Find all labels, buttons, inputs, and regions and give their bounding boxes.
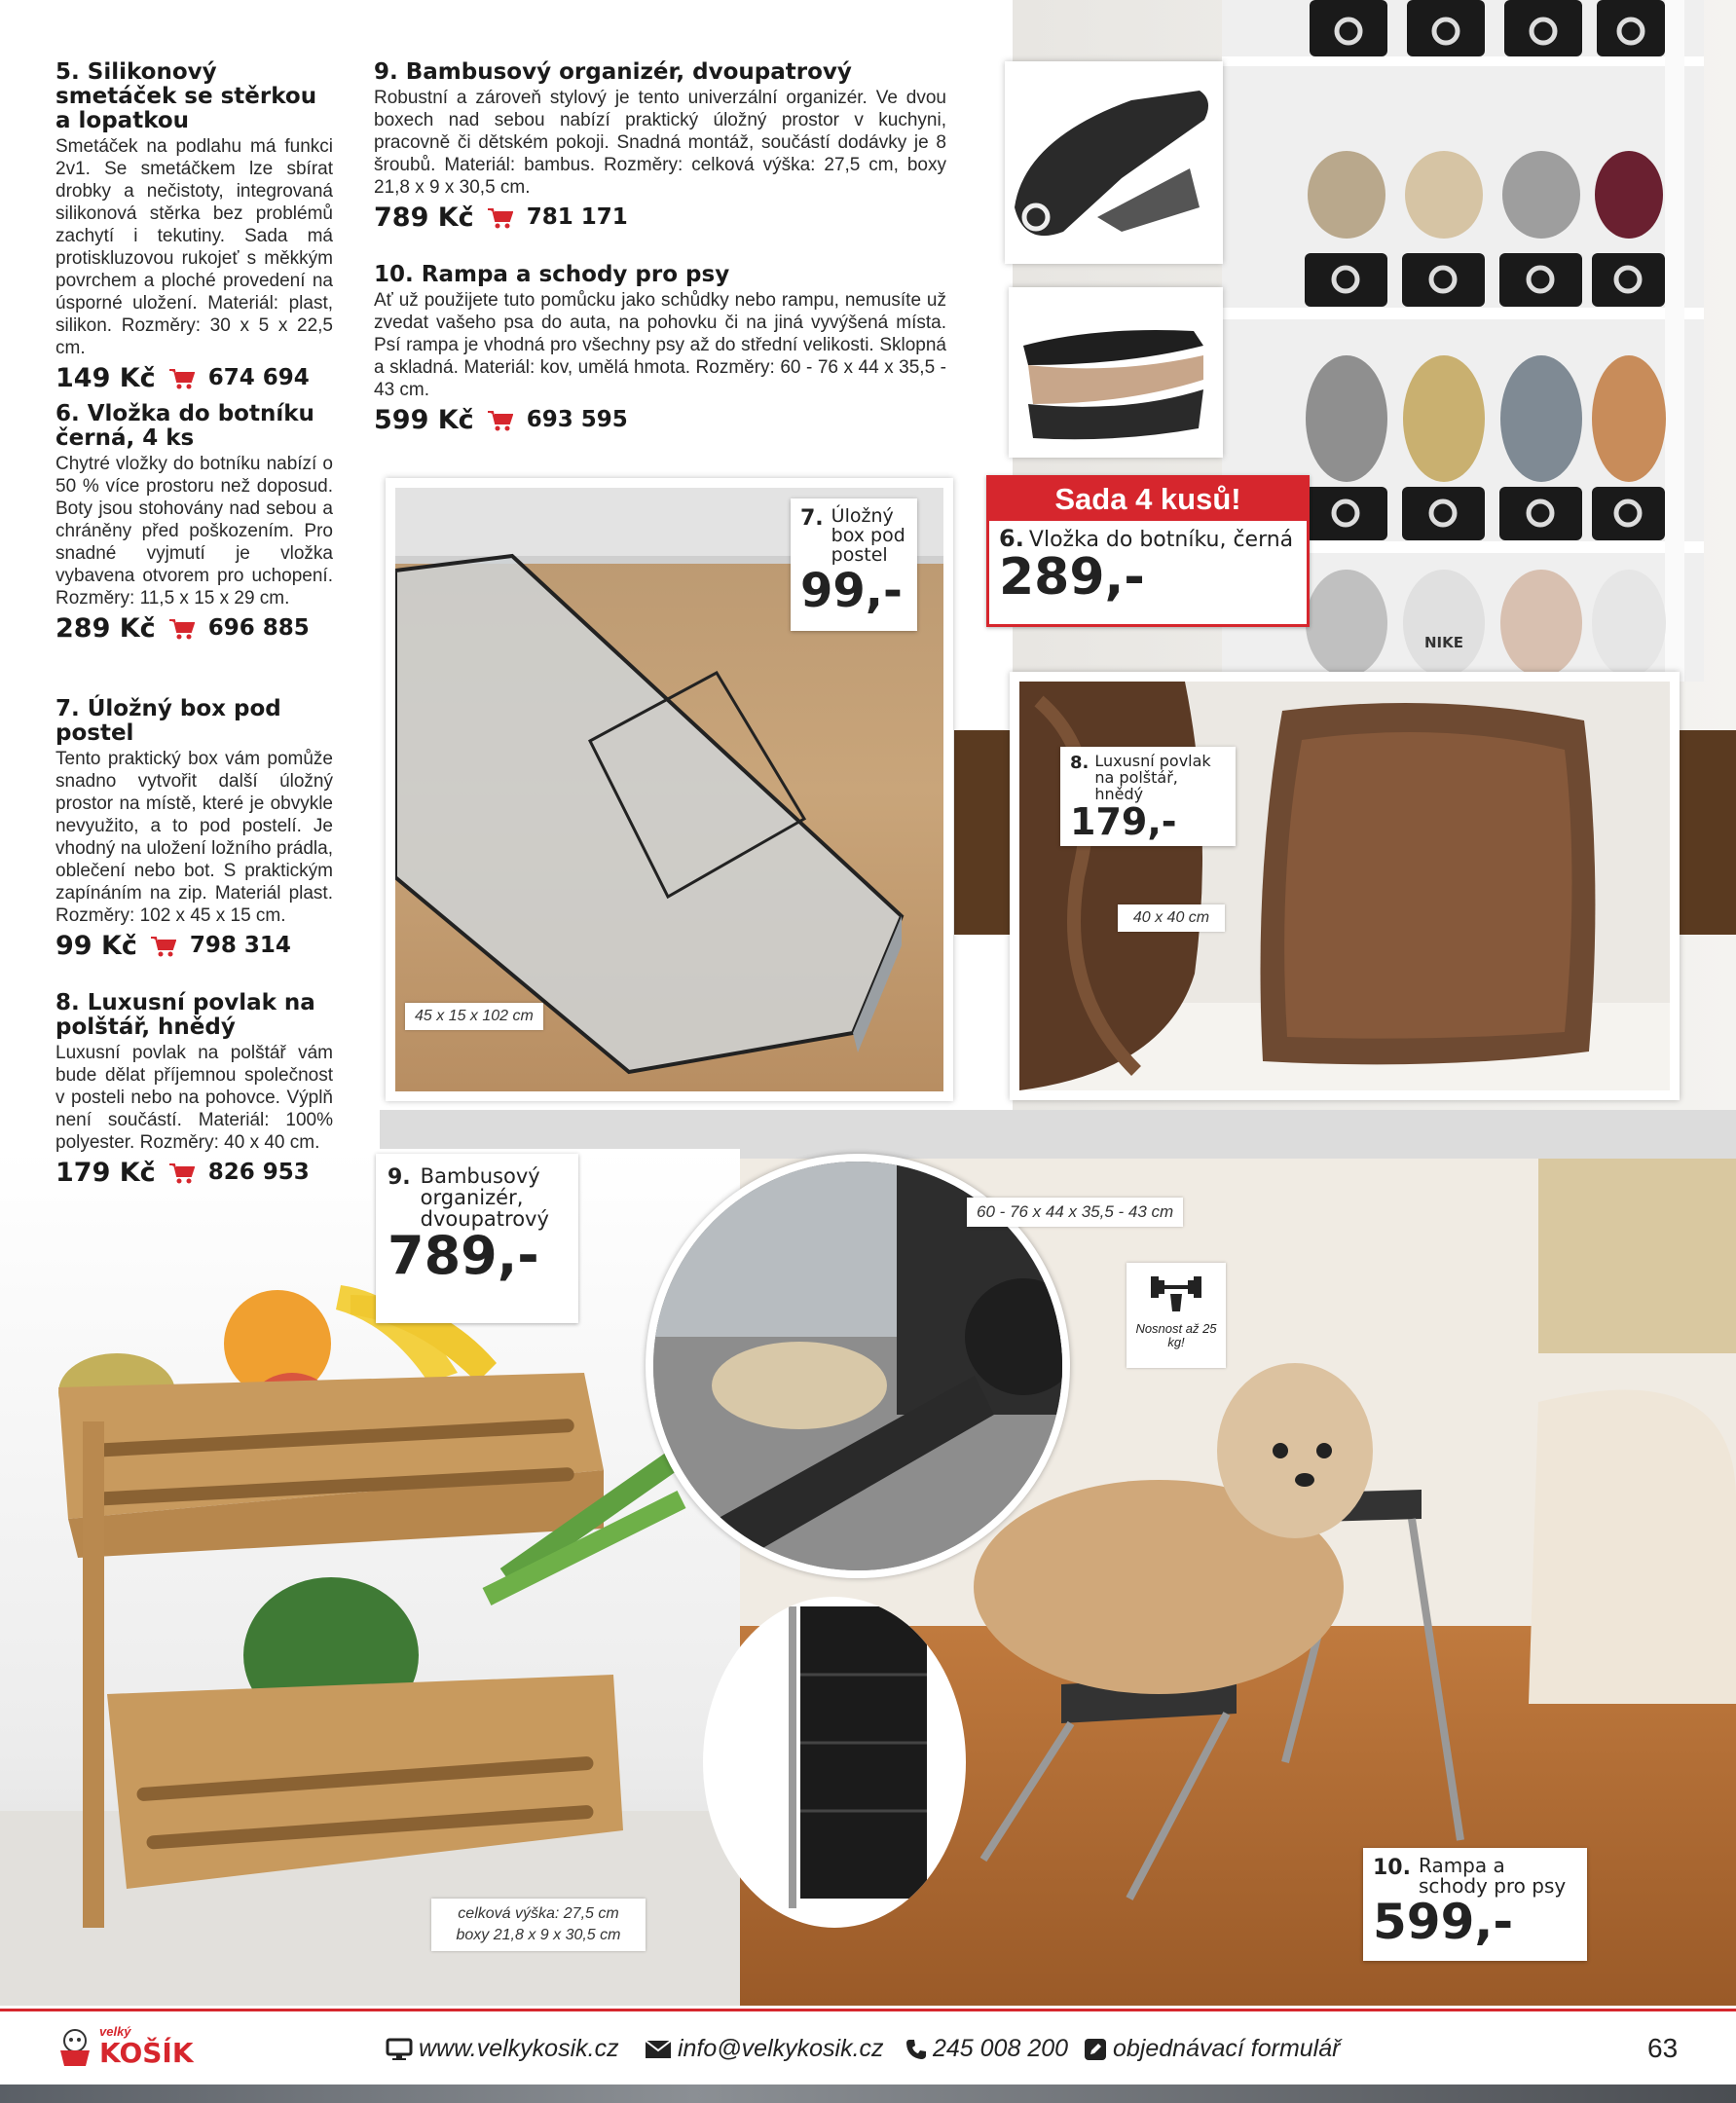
capacity-text: Nosnost až 25 kg! [1135,1321,1217,1349]
shoe-price-tag [986,475,1310,627]
page-number: 63 [1647,2033,1679,2063]
edit-form-icon [1084,2038,1107,2061]
organizer-dim-label [431,1899,646,1951]
footer-email[interactable] [645,2035,884,2063]
product-8 [55,990,333,1188]
pillow-tag-price: 179,- [1070,800,1177,843]
cart-icon [488,410,513,431]
product-7-title: Úložný box pod postel [55,696,281,746]
bottom-strip [0,2085,1736,2103]
product-6-code: 696 885 [207,615,310,641]
basket-mascot-icon [55,2027,95,2068]
pillow-dim-label: 40 x 40 cm [1118,904,1225,932]
product-10 [374,262,946,435]
pillow-photo [1010,672,1680,1100]
folded-ramp-circle [703,1597,966,1928]
cart-icon [151,936,176,957]
footer-form[interactable] [1084,2035,1340,2063]
product-7-price: 99 Kč [55,931,137,961]
shoe-insert-photo-2 [1009,287,1223,458]
footer-form-text: objednávací formulář [1113,2035,1341,2062]
pillow-tag-name: Luxusní povlak na polštář, hnědý [1094,752,1211,803]
organizer-tag-price: 789,- [388,1225,539,1286]
organizer-tag-name: Bambusový organizér, dvoupatrový [420,1164,549,1231]
pillow-price-tag [1060,747,1236,846]
sneaker-brand-text: NIKE [1423,634,1464,651]
footer-phone-text: 245 008 200 [933,2035,1069,2062]
envelope-icon [645,2040,672,2059]
dog-dim-label: 60 - 76 x 44 x 35,5 - 43 cm [967,1198,1183,1227]
box-price-tag [791,498,917,631]
organizer-dim-line2: boxy 21,8 x 9 x 30,5 cm [456,1927,621,1943]
logo-small-text: velký [99,2024,131,2039]
box-tag-number: 7. [800,506,824,531]
cart-icon [488,207,513,229]
shoe-banner: Sada 4 kusů! [989,478,1307,521]
footer-web[interactable] [386,2035,619,2063]
capacity-badge [1127,1263,1226,1368]
cart-icon [169,1162,195,1184]
brown-band-right [1680,730,1736,935]
box-tag-name: Úložný box pod postel [831,505,905,566]
product-10-number: 10. [374,262,414,287]
product-9-code: 781 171 [526,204,628,230]
organizer-photo [0,1149,740,2006]
product-10-description: Ať už použijete tuto pomůcku jako schůdky nebo rampu, nemusíte už zvedat vašeho psa do auta, na pohovku či na jiná vyvýšená místa. Psí rampa je vhodná pro všechny psy až do střední velikosti. Sklopná a skladná. Materiál: kov, umělá hmota. Rozměry: 60 - 76 x 44 x 35,5 - 43 cm. [374,290,946,400]
dog-price-tag [1363,1848,1587,1961]
product-6-number: 6. [55,401,80,426]
product-6 [55,401,333,644]
pillow-tag-number: 8. [1070,753,1090,773]
product-10-code: 693 595 [526,407,628,432]
dumbbell-icon [1147,1269,1205,1317]
box-tag-price: 99,- [800,564,903,618]
product-5 [55,59,333,393]
shoe-tag-price: 289,- [999,548,1145,607]
product-5-title: Silikonový smetáček se stěrkou a lopatkou [55,59,317,133]
product-7 [55,696,333,961]
product-5-price: 149 Kč [55,363,156,393]
product-8-code: 826 953 [207,1160,310,1185]
shoe-insert-photo-1 [1005,61,1223,264]
product-7-number: 7. [55,696,80,721]
product-5-description: Smetáček na podlahu má funkci 2v1. Se smetáčkem lze sbírat drobky a nečistoty, integrovaná silikonová stěrka bez problémů zachytí i tekutiny. Sada má protiskluzovou rukojeť s měkkým povrchem a ploché provedení na úsporné uložení. Materiál: plast, silikon. Rozměry: 30 x 5 x 22,5 cm. [55,136,333,358]
product-8-title: Luxusní povlak na polštář, hnědý [55,990,315,1040]
product-6-description: Chytré vložky do botníku nabízí o 50 % více prostoru než doposud. Boty jsou stohovány nad sebou a chráněny před poškozením. Pro snadné vyjmutí je vložka vybavena otvorem pro uchopení. Rozměry: 11,5 x 15 x 29 cm. [55,454,333,609]
product-5-code: 674 694 [207,365,310,390]
organizer-dim-line1: celková výška: 27,5 cm [458,1905,619,1922]
product-6-title: Vložka do botníku černá, 4 ks [55,401,314,451]
product-8-number: 8. [55,990,80,1015]
dog-tag-price: 599,- [1373,1894,1514,1950]
footer-web-text: www.velkykosik.cz [419,2035,619,2062]
shoe-tag-name: Vložka do botníku, černá [1028,528,1294,552]
product-6-price: 289 Kč [55,613,156,644]
cart-icon [169,368,195,389]
organizer-tag-number: 9. [388,1165,411,1190]
product-9-price: 789 Kč [374,203,474,233]
product-7-code: 798 314 [189,933,291,958]
monitor-icon [386,2038,413,2061]
product-5-number: 5. [55,59,80,85]
cart-icon [169,618,195,640]
product-9 [374,59,946,233]
dog-tag-name: Rampa a schody pro psy [1418,1854,1567,1898]
product-8-description: Luxusní povlak na polštář vám bude dělat příjemnou společnost v posteli nebo na pohovce. Výplň není součástí. Materiál: 100% polyester. Rozměry: 40 x 40 cm. [55,1043,333,1153]
footer-phone[interactable] [905,2035,1068,2063]
dog-tag-number: 10. [1373,1856,1411,1880]
shoe-tag-number: 6. [999,525,1024,552]
logo-big-text: KOŠÍK [99,2037,194,2069]
footer-email-text: info@velkykosik.cz [678,2035,884,2062]
logo[interactable] [55,2025,194,2068]
product-9-title: Bambusový organizér, dvoupatrový [405,59,852,85]
phone-icon [905,2039,927,2060]
product-10-title: Rampa a schody pro psy [421,262,730,287]
product-9-number: 9. [374,59,398,85]
product-8-price: 179 Kč [55,1158,156,1188]
product-9-description: Robustní a zároveň stylový je tento univerzální organizér. Ve dvou boxech nad sebou nabízí praktický úložný prostor v kuchyni, pracovně či dětském pokoji. Snadná montáž, součástí dodávky je 8 šroubů. Materiál: bambus. Rozměry: celková výška: 27,5 cm, boxy 21,8 x 9 x 30,5 cm. [374,88,946,198]
brown-band-left [954,730,1013,935]
footer [0,2009,1736,2087]
box-dim-label: 45 x 15 x 102 cm [405,1003,543,1030]
organizer-price-tag [376,1154,578,1323]
product-7-description: Tento praktický box vám pomůže snadno vytvořit další úložný prostor na místě, které je obvykle nevyužito, a to pod postelí. Je vhodný na uložení ložního prádla, oblečení nebo bot. S praktickým zapínáním na zip. Materiál plast. Rozměry: 102 x 45 x 15 cm. [55,749,333,926]
product-10-price: 599 Kč [374,405,474,435]
